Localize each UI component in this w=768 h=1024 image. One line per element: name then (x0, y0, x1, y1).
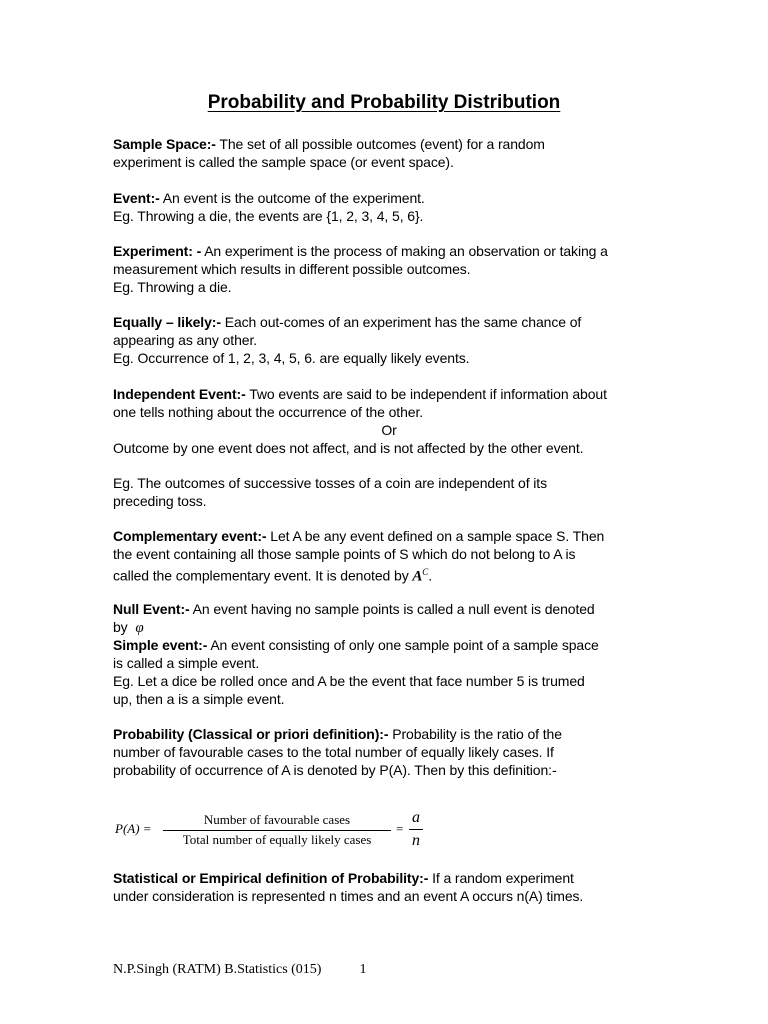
independent-text-2: one tells nothing about the occurrence of the other. (113, 404, 424, 420)
simple-event-text-4: up, then a is a simple event. (113, 691, 285, 707)
complementary-text-1: Let A be any event defined on a sample space S. Then (266, 528, 605, 544)
complement-superscript: C (422, 567, 429, 577)
formula-lhs: P(A) = (115, 821, 152, 836)
statistical-text-1: If a random experiment (428, 870, 574, 886)
simple-event-text-2: is called a simple event. (113, 655, 260, 671)
statistical-definition-paragraph (113, 869, 661, 905)
simple-event-term: Simple event:- (113, 637, 208, 653)
probability-term: Probability (Classical or priori definition):- (113, 726, 389, 742)
null-event-text-2: by (113, 619, 132, 635)
independent-eg-2: preceding toss. (113, 493, 207, 509)
experiment-paragraph (113, 242, 661, 296)
independent-term: Independent Event:- (113, 386, 246, 402)
equally-likely-text-3: Eg. Occurrence of 1, 2, 3, 4, 5, 6. are equally likely events. (113, 350, 470, 366)
complementary-term: Complementary event:- (113, 528, 267, 544)
sample-space-text-1: The set of all possible outcomes (event) for a random (215, 136, 545, 152)
complementary-text-3: called the complementary event. It is denoted by (113, 567, 413, 584)
independent-text-1: Two events are said to be independent if information about (245, 386, 607, 402)
or-separator: Or (381, 422, 397, 438)
page-title: Probability and Probability Distribution (207, 92, 561, 113)
independent-example (113, 474, 661, 510)
probability-text-1: Probability is the ratio of the (388, 726, 562, 742)
event-term: Event:- (113, 190, 160, 206)
null-event-paragraph (113, 600, 661, 637)
complement-symbol: A (412, 568, 423, 585)
experiment-text-2: measurement which results in different possible outcomes. (113, 261, 471, 277)
statistical-term: Statistical or Empirical definition of Probability:- (113, 870, 429, 886)
page-footer (113, 962, 366, 978)
footer-text: N.P.Singh (RATM) B.Statistics (015) (113, 962, 322, 977)
formula-equals: = (396, 821, 404, 836)
probability-text-3: probability of occurrence of A is denoted by P(A). Then by this definition:- (113, 762, 557, 778)
equally-likely-term: Equally – likely:- (113, 314, 221, 330)
formula-fraction (163, 812, 391, 848)
phi-symbol: φ (135, 620, 144, 636)
simple-event-text-3: Eg. Let a dice be rolled once and A be the event that face number 5 is trumed (113, 673, 585, 689)
independent-eg-1: Eg. The outcomes of successive tosses of a coin are independent of its (113, 475, 547, 491)
equally-likely-text-1: Each out-comes of an experiment has the same chance of (220, 314, 582, 330)
experiment-text-3: Eg. Throwing a die. (113, 279, 232, 295)
formula-a: a (412, 809, 420, 826)
complementary-event-paragraph (113, 527, 661, 586)
formula-numerator: Number of favourable cases (203, 812, 351, 827)
experiment-text-1: An experiment is the process of making an observation or taking a (201, 243, 608, 259)
formula-a-over-n (409, 809, 423, 850)
formula-n: n (412, 832, 420, 849)
probability-text-2: number of favourable cases to the total number of equally likely cases. If (113, 744, 554, 760)
null-event-term: Null Event:- (113, 601, 190, 617)
page-number: 1 (359, 962, 367, 977)
independent-text-3: Outcome by one event does not affect, and is not affected by the other event. (113, 440, 584, 456)
event-text-2: Eg. Throwing a die, the events are {1, 2, 3, 4, 5, 6}. (113, 208, 424, 224)
event-paragraph (113, 189, 661, 225)
equally-likely-paragraph (113, 313, 661, 367)
complementary-text-2: the event containing all those sample points of S which do not belong to A is (113, 546, 576, 562)
experiment-term: Experiment: - (113, 243, 202, 259)
null-event-text-1: An event having no sample points is called a null event is denoted (189, 601, 595, 617)
formula-denominator: Total number of equally likely cases (182, 832, 372, 847)
sample-space-text-2: experiment is called the sample space (or event space). (113, 154, 454, 170)
fraction-bar-2 (409, 829, 423, 830)
complementary-period: . (428, 567, 432, 584)
sample-space-term: Sample Space:- (113, 136, 216, 152)
probability-definition-paragraph (113, 725, 661, 779)
independent-event-paragraph (113, 385, 661, 457)
simple-event-paragraph (113, 636, 661, 708)
equally-likely-text-2: appearing as any other. (113, 332, 258, 348)
event-text-1: An event is the outcome of the experiment. (159, 190, 425, 206)
sample-space-paragraph (113, 135, 661, 171)
simple-event-text-1: An event consisting of only one sample point of a sample space (207, 637, 599, 653)
statistical-text-2: under consideration is represented n times and an event A occurs n(A) times. (113, 888, 584, 904)
